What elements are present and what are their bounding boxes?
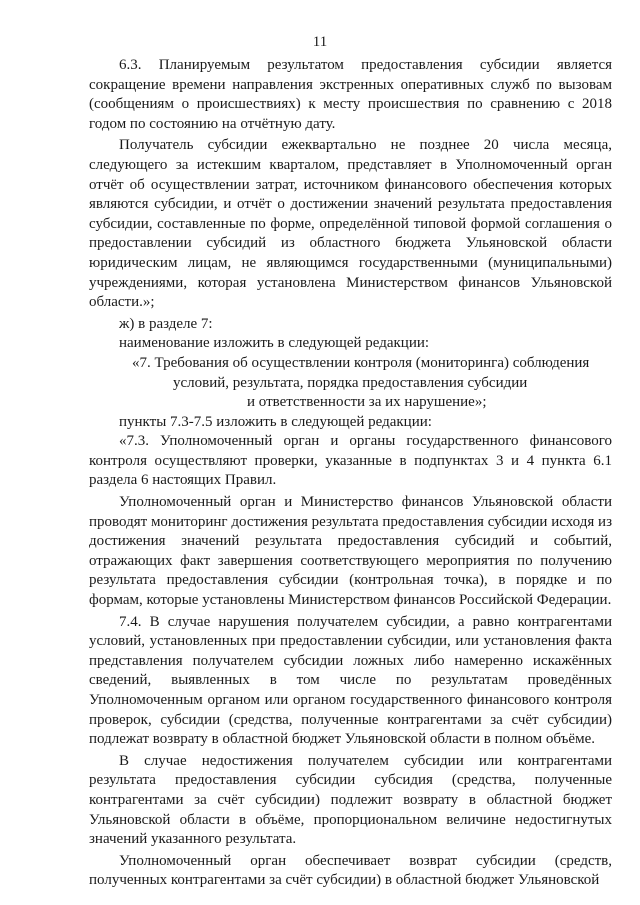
paragraph-monitoring: Уполномоченный орган и Министерство финансов Ульяновской области проводят мониторинг достижения результата предоставления субсидии исходя из достижения значений результата предоставления субсидий и событий, отражающих факт завершения соответствующего мероприятия по получению результата предоставления субсидии (контрольная точка), в порядке и по формам, которые установлены Министерством финансов Российской Федерации. — [89, 494, 612, 609]
paragraph-section-7: ж) в разделе 7: — [119, 315, 213, 332]
paragraph-heading-intro: наименование изложить в следующей редакции: — [119, 335, 430, 352]
heading-line-2: условий, результата, порядка предоставления субсидии — [173, 374, 528, 391]
document-body — [89, 56, 612, 891]
paragraph-7-4: 7.4. В случае нарушения получателем субсидии, а равно контрагентами условий, установленных при предоставлении субсидии, или установления факта представления получателем субсидии ложных либо намеренно искажённых сведений, выявленных в том числе по результатам проведённых Уполномоченным органом или органом государственного финансового контроля проверок, субсидии (средства, полученные контрагентами за счёт субсидии) подлежат возврату в областной бюджет Ульяновской области в полном объёме. — [89, 613, 612, 748]
paragraph-report: Получатель субсидии ежеквартально не позднее 20 числа месяца, следующего за истекшим кварталом, представляет в Уполномоченный орган отчёт об осуществлении затрат, источником финансового обеспечения которых являются субсидии, и отчёт о достижении значений результата предоставления субсидии, составленные по форме, определённой типовой формой соглашения о предоставлении субсидий из областного бюджета Ульяновской области юридическим лицам, не являющимся государственными (муниципальными) учреждениями, которая установлена Министерством финансов Ульяновской области.»; — [89, 137, 612, 311]
paragraph-points-intro: пункты 7.3-7.5 изложить в следующей редакции: — [119, 413, 432, 430]
page-number: 11 — [312, 34, 328, 50]
paragraph-6-3: 6.3. Планируемым результатом предоставления субсидии является сокращение времени направления экстренных оперативных служб по вызовам (сообщениям о происшествиях) к месту происшествия по сравнению с 2018 годом по состоянию на отчётную дату. — [89, 57, 612, 132]
paragraph-7-3: «7.3. Уполномоченный орган и органы государственного финансового контроля осуществляют проверки, указанные в подпунктах 3 и 4 пункта 6.1 раздела 6 настоящих Правил. — [89, 433, 612, 489]
paragraph-non-achievement: В случае недостижения получателем субсидии или контрагентами результата предоставления субсидии субсидия (средства, полученные контрагентами за счёт субсидии) подлежит возврату в областной бюджет Ульяновской области в объёме, пропорциональном величине недостигнутых значений указанного результата. — [89, 752, 612, 848]
heading-line-1: «7. Требования об осуществлении контроля (мониторинга) соблюдения — [132, 354, 590, 371]
paragraph-refund: Уполномоченный орган обеспечивает возврат субсидии (средств, полученных контрагентами за счёт субсидии) в областной бюджет Ульяновской — [89, 852, 612, 889]
heading-line-3: и ответственности за их нарушение»; — [247, 394, 487, 411]
